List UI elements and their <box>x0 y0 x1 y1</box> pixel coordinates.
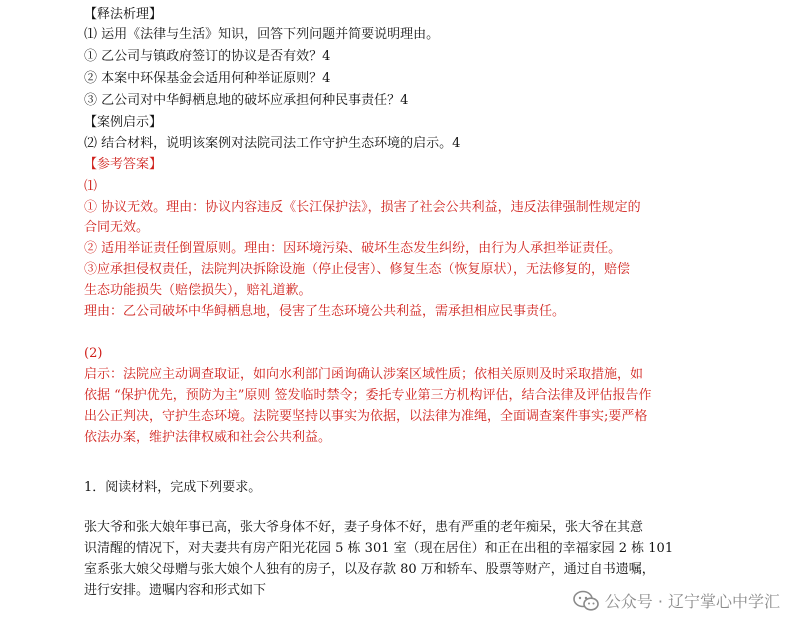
answer-2: ② 适用举证责任倒置原则。理由：因环境污染、破坏生态发生纠纷，由行为人承担举证责任。 <box>84 241 622 256</box>
answer-part1-label: ⑴ <box>84 179 98 194</box>
answer-part2-label: (2) <box>84 346 103 361</box>
section-heading-analysis: 【释法析理】 <box>84 7 163 22</box>
question-2: ② 本案中环保基金会适用何种举证原则？4 <box>84 71 331 86</box>
watermark-text: 公众号 · 辽宁掌心中学汇 <box>604 592 780 611</box>
section-heading-case: 【案例启示】 <box>84 115 163 130</box>
answer-insight-line2: 依据 “保护优先，预防为主”原则 签发临时禁令；委托专业第三方机构评估，结合法律及评估报告作 <box>84 388 652 403</box>
answer-3-line2: 生态功能损失（赔偿损失），赔礼道歉。 <box>84 283 312 298</box>
answer-insight-line3: 出公正判决，守护生态环境。法院要坚持以事实为依据，以法律为准绳，全面调查案件事实;要严格 <box>84 409 648 424</box>
wechat-icon <box>573 590 599 612</box>
question-case: ⑵ 结合材料，说明该案例对法院司法工作守护生态环境的启示。4 <box>84 136 461 151</box>
answer-insight-line4: 依法办案，维护法律权威和社会公共利益。 <box>84 430 332 445</box>
material-line2: 识清醒的情况下，对夫妻共有房产阳光花园 5 栋 301 室（现在居住）和正在出租的幸福家园 2 栋 101 <box>84 541 674 556</box>
answer-3-line1: ③应承担侵权责任，法院判决拆除设施（停止侵害）、修复生态（恢复原状），无法修复的，赔偿 <box>84 262 631 277</box>
question-1: ① 乙公司与镇政府签订的协议是否有效？4 <box>84 49 331 64</box>
watermark <box>573 589 780 612</box>
material-line3: 室系张大娘父母赠与张大娘个人独有的房子，以及存款 80 万和轿车、股票等财产，通过自书遗嘱， <box>84 562 655 577</box>
answer-reason: 理由：乙公司破坏中华鲟栖息地，侵害了生态环境公共利益，需承担相应民事责任。 <box>84 304 566 319</box>
answer-insight-line1: 启示：法院应主动调查取证，如向水利部门函询确认涉案区域性质；依相关原则及时采取措施，如 <box>84 367 644 382</box>
question-intro: ⑴ 运用《法律与生活》知识，回答下列问题并简要说明理由。 <box>84 27 440 42</box>
answer-heading: 【参考答案】 <box>84 157 163 172</box>
answer-1-line1: ① 协议无效。理由：协议内容违反《长江保护法》，损害了社会公共利益，违反法律强制性规定的 <box>84 200 641 215</box>
next-question-title: 1．阅读材料，完成下列要求。 <box>84 480 262 495</box>
answer-1-line2: 合同无效。 <box>84 220 150 235</box>
material-line1: 张大爷和张大娘年事已高，张大爷身体不好，妻子身体不好，患有严重的老年痴呆，张大爷在其意 <box>84 520 644 535</box>
material-line4: 进行安排。遗嘱内容和形式如下 <box>84 583 267 598</box>
question-3: ③ 乙公司对中华鲟栖息地的破坏应承担何种民事责任？4 <box>84 93 409 108</box>
